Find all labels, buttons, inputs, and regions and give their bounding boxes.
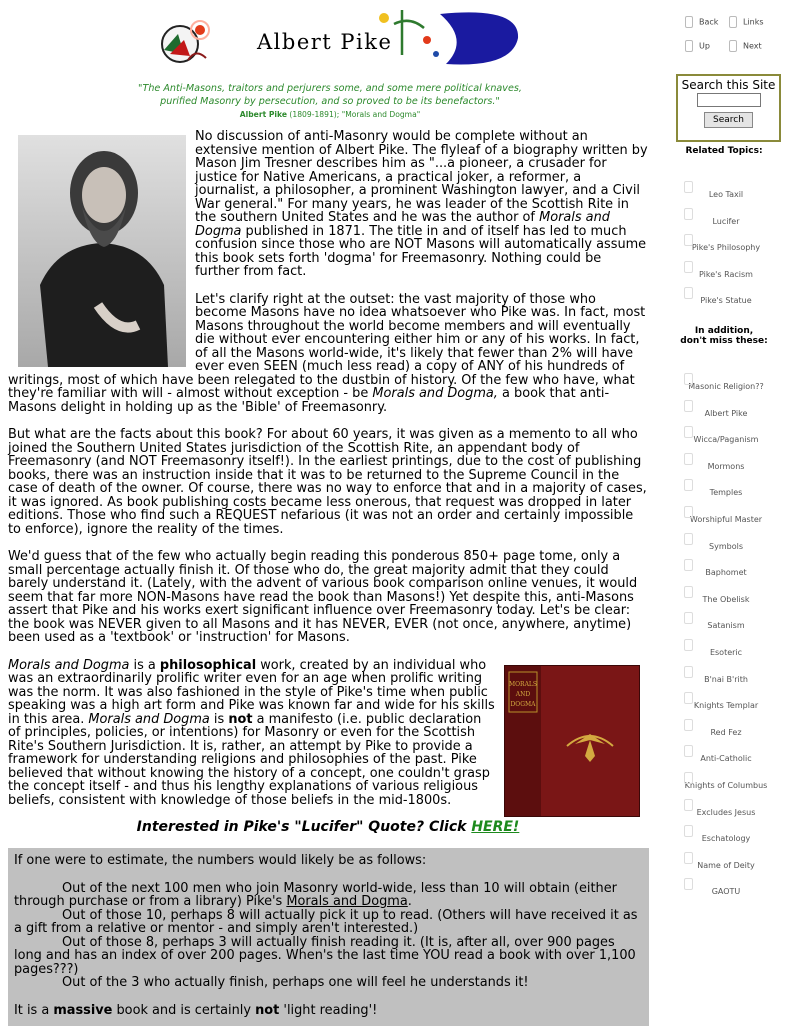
also-topic-link[interactable]	[676, 435, 776, 444]
estimate-closing	[14, 1004, 643, 1018]
related-topics-heading: Related Topics:	[685, 146, 763, 156]
l1-end: .	[407, 894, 412, 909]
book-spine-text: MORALS	[508, 680, 538, 688]
page-icon	[684, 692, 693, 704]
also-topic-label: Knights of Columbus	[684, 781, 768, 790]
book-float	[504, 665, 648, 821]
lucifer-text: Interested in Pike's "Lucifer" Quote? Click	[136, 819, 472, 835]
also-topic-link[interactable]	[676, 568, 776, 577]
estimate-box	[8, 848, 649, 1026]
also-topic-link[interactable]	[676, 648, 776, 657]
also-topic-label: Eschatology	[701, 834, 751, 844]
p5-b: work, created by an individual who was an extraordinarily prolific writer even for an age when prolific writing was the norm. It was also fashioned in the style of Pike's time when public speaking was a high art form and Pike was known far and wide for his skills in this area.	[8, 657, 495, 727]
nav-links-label: Links	[743, 17, 764, 27]
also-topic-label: Anti-Catholic	[700, 754, 752, 764]
also-topic-label: Satanism	[707, 621, 745, 631]
also-topic-link[interactable]	[676, 781, 776, 790]
nav-back-label: Back	[699, 17, 719, 27]
nav-up-label: Up	[699, 41, 710, 51]
also-topic-label: GAOTU	[711, 887, 741, 897]
page-icon	[684, 852, 693, 864]
page-icon	[684, 373, 693, 385]
also-topic-label: Knights Templar	[693, 701, 759, 711]
also-topic-label: Red Fez	[710, 727, 742, 737]
site-title: Albert Pike	[257, 30, 393, 54]
related-topic-link[interactable]	[676, 190, 776, 199]
also-topic-label: Wicca/Paganism	[693, 435, 759, 445]
portrait-float	[8, 130, 195, 370]
p1-end: published in 1871. The title in and of itself has led to much confusion since those who are NOT Masons will automatically assume this book sets forth 'dogma' for Freemasonry. Nothing could be further from fact.	[195, 223, 647, 279]
page-icon	[684, 506, 693, 518]
also-topic-label: Temples	[709, 488, 743, 498]
also-topic-link[interactable]	[676, 808, 776, 817]
page-icon	[684, 426, 693, 438]
search-label: Search this Site	[681, 78, 776, 92]
closing-a: It is a	[14, 1002, 54, 1018]
also-topic-link[interactable]	[676, 462, 776, 471]
closing-bold-2: not	[255, 1002, 280, 1018]
also-topic-label: Albert Pike	[704, 408, 748, 418]
epigraph-quote	[110, 82, 550, 121]
morals-and-dogma-book-image	[504, 665, 640, 817]
p1-book-title: Morals and Dogma	[195, 210, 610, 239]
closing-c: 'light reading'!	[279, 1002, 378, 1018]
also-topic-label: Excludes Jesus	[696, 807, 756, 817]
svg-text:DOGMA: DOGMA	[510, 700, 536, 708]
also-topic-link[interactable]	[676, 675, 776, 684]
also-topic-label: The Obelisk	[702, 594, 750, 604]
also-topic-link[interactable]	[676, 621, 776, 630]
estimate-line-3: Out of those 8, perhaps 3 will actually finish reading it. (It is, after all, over 900 pages long and has an index of over 200 pages. When's the last time YOU read a book with over 1,100 pages???)	[14, 934, 636, 977]
estimate-intro: If one were to estimate, the numbers would likely be as follows:	[14, 853, 427, 868]
up-icon	[685, 40, 693, 52]
related-topic-label: Lucifer	[712, 216, 740, 226]
estimate-line-4: Out of the 3 who actually finish, perhaps one will feel he understands it!	[62, 975, 529, 990]
related-topic-link[interactable]	[676, 243, 776, 252]
p5-a: is a	[129, 657, 160, 673]
also-topic-link[interactable]	[676, 488, 776, 497]
page-icon	[684, 745, 693, 757]
also-topic-link[interactable]	[676, 861, 776, 870]
also-topic-link[interactable]	[676, 728, 776, 737]
page-icon	[684, 825, 693, 837]
related-topic-link[interactable]	[676, 270, 776, 279]
page-icon	[684, 666, 693, 678]
related-topic-label: Pike's Philosophy	[691, 243, 761, 252]
site-logo	[140, 10, 520, 72]
quote-source: (1809-1891); "Morals and Dogma"	[287, 110, 421, 119]
page-icon	[684, 453, 693, 465]
related-topic-label: Leo Taxil	[708, 190, 744, 199]
p5-title-1: Morals and Dogma	[8, 657, 130, 673]
p5-d: a manifesto (i.e. public declaration of principles, policies, or intentions) for Masonry or even for the Scottish Rite's Southern Jurisdiction. It is, rather, an attempt by Pike to provide a framework for understanding religions and philosophies of the past. Pike believed that without knowing the history of a concept, one couldn't grasp the concept itself - and thus his lengthy explanations of various religious beliefs, consistent with knowledge of those beliefs in the mid-1800s.	[8, 711, 490, 808]
also-topic-link[interactable]	[676, 701, 776, 710]
page-icon	[684, 799, 693, 811]
also-topic-link[interactable]	[676, 595, 776, 604]
p1-text: No discussion of anti-Masonry would be complete without an extensive mention of Albert Pike. The flyleaf of a biography written by Mason Jim Tresner describes him as "...a pioneer, a crusader for justice for Native Americans, a practical joker, a reformer, a journalist, a philosopher, a prominent Washington lawyer, and a Civil War general." For many years, he was leader of the Scottish Rite in the southern United States and he was the author of	[195, 129, 648, 225]
also-heading	[668, 326, 780, 346]
also-topic-label: Esoteric	[709, 648, 743, 657]
nav-next-button[interactable]	[729, 40, 769, 58]
page-icon	[684, 533, 693, 545]
also-topic-link[interactable]	[676, 542, 776, 551]
also-heading-line-1: In addition,	[694, 326, 754, 336]
also-topic-link[interactable]	[676, 515, 776, 524]
related-topic-link[interactable]	[676, 296, 776, 305]
search-input[interactable]	[697, 93, 761, 107]
lucifer-link[interactable]: HERE!	[471, 819, 520, 835]
article-body	[8, 130, 648, 847]
also-topic-link[interactable]	[676, 754, 776, 763]
also-heading-line-2: don't miss these:	[680, 336, 768, 346]
nav-up-button[interactable]	[685, 40, 725, 58]
page-icon	[684, 181, 693, 193]
page-icon	[684, 878, 693, 890]
page-icon	[684, 559, 693, 571]
quote-line-2: purified Masonry by persecution, and so proved to be its benefactors."	[160, 96, 500, 107]
p2-end: a book that anti-Masons delight in holding up as the 'Bible' of Freemasonry.	[8, 386, 610, 415]
also-topic-label: Worshipful Master	[689, 515, 763, 524]
site-search	[676, 74, 781, 142]
page-icon	[684, 772, 693, 784]
page-icon	[684, 234, 693, 246]
page-icon	[684, 208, 693, 220]
estimate-line-1	[14, 882, 643, 909]
page-icon	[684, 479, 693, 491]
quote-line-1: "The Anti-Masons, traitors and perjurers some, and some mere political knaves,	[138, 83, 522, 94]
page-icon	[684, 400, 693, 412]
related-topic-label: Pike's Statue	[700, 296, 752, 305]
also-topic-label: Mormons	[707, 461, 745, 471]
page-icon	[684, 719, 693, 731]
also-topic-label: Symbols	[709, 541, 743, 551]
nav-next-label: Next	[743, 41, 762, 51]
also-topic-label: Name of Deity	[697, 860, 755, 870]
back-icon	[685, 16, 693, 28]
also-topic-label: Masonic Religion??	[688, 382, 764, 391]
also-topic-link[interactable]	[676, 382, 776, 391]
next-icon	[729, 40, 737, 52]
albert-pike-portrait	[18, 135, 186, 367]
p2-book-title: Morals and Dogma,	[372, 386, 498, 401]
related-topic-label: Pike's Racism	[699, 269, 753, 279]
paragraph-4: We'd guess that of the few who actually begin reading this ponderous 850+ page tome, only a small percentage actually finish it. Of those who do, the great majority admit that they could barely understand it. (Lately, with the advent of various book comparison online venues, it would seem that far more NON-Masons have read the book than Masons!) Yet despite this, anti-Masons assert that Pike and his works exert significant influence over Freemasonry today. Let's be clear: the book was NEVER given to all Masons and it has NEVER, EVER (not once, anywhere, anytime) been used as a 'textbook' or 'instruction' for Masons.	[8, 549, 638, 645]
page-icon	[684, 261, 693, 273]
quote-author: Albert Pike	[239, 110, 288, 119]
page-icon	[684, 287, 693, 299]
also-topic-link[interactable]	[676, 409, 776, 418]
links-icon	[729, 16, 737, 28]
p5-c: is	[209, 711, 229, 727]
search-button[interactable]: Search	[704, 112, 753, 128]
nav-links-button[interactable]	[729, 16, 769, 34]
morals-and-dogma-link[interactable]: Morals and Dogma	[286, 894, 408, 909]
page-icon	[684, 612, 693, 624]
p5-bold-2: not	[228, 711, 253, 727]
nav-buttons	[683, 12, 773, 60]
quote-attribution	[110, 108, 550, 121]
closing-b: book and is certainly	[112, 1002, 256, 1018]
page-icon	[684, 639, 693, 651]
also-topic-link[interactable]	[676, 834, 776, 843]
also-topic-link[interactable]	[676, 887, 776, 896]
related-topic-link[interactable]	[676, 217, 776, 226]
p5-bold-1: philosophical	[159, 657, 257, 673]
svg-text:AND: AND	[515, 690, 531, 698]
p2-text: Let's clarify right at the outset: the vast majority of those who become Masons have no idea whatsoever who Pike was. In fact, most Masons throughout the world become members and will eventually die without ever encountering either him or any of his works. In fact, of all the Masons world-wide, it's likely that fewer than 2% will have ever even SEEN (much less read) a copy of ANY of his hundreds of writings, most of which have been relegated to the dustbin of history. Of the few who have, what they're familiar with will - almost without exception - be	[8, 291, 646, 401]
also-topic-label: Baphomet	[705, 568, 747, 578]
estimate-line-2: Out of those 10, perhaps 8 will actually pick it up to read. (Others will have received it as a gift from a relative or mentor - and simply aren't interested.)	[14, 907, 638, 936]
page-icon	[684, 586, 693, 598]
closing-bold-1: massive	[53, 1002, 113, 1018]
l1-text: Out of the next 100 men who join Masonry world-wide, less than 10 will obtain (either through purchase or from a library) Pike's	[14, 880, 617, 909]
p5-title-2: Morals and Dogma	[88, 711, 210, 727]
nav-back-button[interactable]	[685, 16, 725, 34]
also-topic-label: B'nai B'rith	[704, 674, 748, 684]
lucifer-callout	[8, 821, 648, 835]
paragraph-3: But what are the facts about this book? For about 60 years, it was given as a memento to all who joined the Southern United States jurisdiction of the Scottish Rite, an appendant body of Freemasonry (and NOT Freemasonry itself!). In the earliest printings, due to the cost of publishing books, there was an instruction inside that it was to be returned to the Supreme Council in the case of death of the owner. Of course, there was no way to enforce that and in a majority of cases, it was ignored. As book publishing costs became less onerous, that request was dropped in later editions. Those who find such a REQUEST nefarious (it was not an order and certainly impossible to enforce), ignore the reality of the times.	[8, 427, 647, 537]
